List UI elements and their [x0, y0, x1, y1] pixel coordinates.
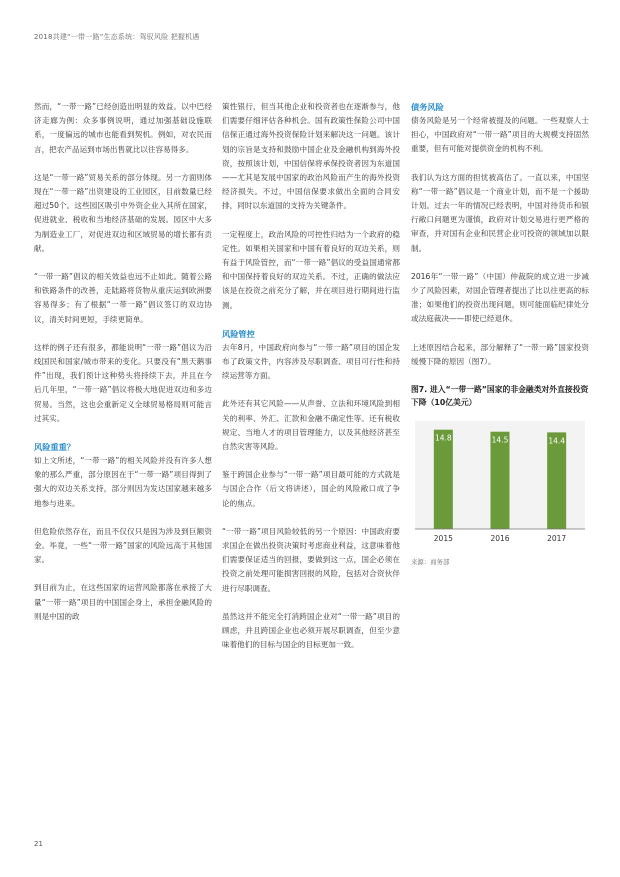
paragraph: 一定程度上，政治风险的可控性归结为一个政府的稳定性。如果相关国家和中国有着良好的双边关系，则有益于风险管控，而“一带一路”倡议的受益国通常都和中国保持着良好的双边关系。不过，正确的做法应该是在投资之前充分了解，并在项目进行期间进行监测。: [222, 229, 400, 310]
paragraph: 此外还有其它风险——从声誉、立法和环境风险到相关的利率、外汇、汇款和金融不确定性等。还有税收规定、当地人才的项目管理能力，以及其他经济甚至自然灾害等风险。: [222, 399, 400, 452]
paragraph: “一带一路”项目风险较低的另一个原因：中国政府要求国企在做出投资决策时考虑商业利益，这意味着他们需要保证适当的回报，要做到这一点，国企必须在投资之前处理可能损害回报的风险，包括对合资伙伴进行尽职调查。: [222, 526, 400, 593]
paragraph: 如上文所述，“一带一路”的相关风险并没有许多人想象的那么严重，部分原因在于“一带一路”项目得到了强大的双边关系支持，部分则因为发达国家越来越多地参与进来。: [34, 456, 212, 508]
figure-title: 图7. 进入“一带一路”国家的非金融类对外直接投资下降（10亿美元）: [411, 385, 589, 408]
paragraph: 但危险依然存在，而且不仅仅只是因为涉及到巨额资金。毕竟，一些“一带一路”国家的风险远高于其他国家。: [34, 526, 212, 565]
section-heading: 风险重重？: [34, 442, 75, 453]
figure-source: 来源：商务部: [411, 558, 450, 567]
bar-chart: [411, 417, 589, 549]
paragraph: 然而，“一带一路”已经创造出明显的效益。以中巴经济走廊为例：众多事例说明，通过加强基础设施联系，一度偏远的城市也能看到契机。例如，对农民而言，把农产品运到市场出售就比以往容易得多。: [34, 102, 212, 154]
figure-7: [411, 383, 589, 569]
bar-2016: [491, 432, 510, 529]
running-header: 2018共建“一带一路”生态系统：驾驭风险 把握机遇: [34, 33, 200, 41]
paragraph: 去年8月，中国政府向参与“一带一路”项目的国企发布了政策文件，内容涉及尽职调查、项目可行性和持续运营等方面。: [222, 342, 400, 381]
bar-2017: [547, 432, 566, 529]
bar-2015: [434, 430, 453, 529]
paragraph: “一带一路”倡议的相关效益也远不止如此。随着公路和铁路条件的改善，走陆路将货物从重庆运到欧洲要容易得多；有了根据“一带一路”倡议签订的双边协议，清关时间更短，手续更简单。: [34, 272, 212, 324]
x-tick-label-2016: 2016: [490, 534, 510, 544]
section-heading: 风险管控: [222, 328, 255, 339]
paragraph: 我们认为这方面的担忧被高估了。一直以来，中国坚称“一带一路”倡议是一个商业计划，而不是一个援助计划。过去一年的情况已经表明，中国对待货币和银行敞口问题更为谨慎，政府对计划交易进行更严格的审查，并对国有企业和民营企业可投资的领域加以限制。: [411, 172, 589, 253]
paragraph: 2016年“一带一路”（中国）仲裁院的成立进一步减少了风险因素，对国企管理者提出了比以往更高的标准；如果他们的投资出现问题，则可能面临纪律处分或法庭裁决——即使已经退休。: [411, 271, 589, 324]
paragraph: 这是“一带一路”贸易关系的部分体现。另一方面则体现在“一带一路”出资建设的工业园区，目前数量已经超过50个。这些园区吸引中外资企业入其所在国家，促进就业、税收和当地经济基础的发展。园区中大多为制造业工厂，对促进双边和区域贸易的增长都有贡献。: [34, 172, 212, 253]
paragraph: 鉴于跨国企业参与“一带一路”项目最可能的方式就是与国企合作（后文将讲述），国企的风险敞口成了争论的焦点。: [222, 470, 400, 508]
section-heading: 债务风险: [411, 102, 444, 112]
paragraph: 虽然这并不能完全打消跨国企业对“一带一路”项目的顾虑，并且跨国企业也必须开展尽职调查，但至少意味着他们的目标与国企的目标更加一致。: [222, 611, 400, 650]
data-label-2016: 14.5: [491, 435, 509, 445]
paragraph: 债务风险是另一个经常被提及的问题。一些观察人士担心，中国政府对“一带一路”项目的大规模支持固然重要，但有可能对提供资金的机构不利。: [411, 116, 589, 154]
page-number: 21: [34, 840, 43, 848]
data-label-2015: 14.8: [434, 433, 452, 443]
text-column-3: [411, 100, 589, 569]
text-column-1: [34, 100, 212, 638]
data-label-2017: 14.4: [548, 436, 566, 446]
x-tick-label-2017: 2017: [547, 534, 567, 544]
column-3-body: [411, 100, 589, 369]
paragraph: 到目前为止，在这些国家的运营风险都落在承接了大量“一带一路”项目的中国国企身上，承担金融风险的则是中国的政: [34, 583, 212, 621]
paragraph: 这样的例子还有很多，都能说明“一带一路”倡议为沿线国民和国家/城市带来的变化。只要没有“黑天鹅事件”出现，我们预计这种势头将持续下去，并且在今后几年里，“一带一路”倡议将极大地促进双边和多边贸易。当然，这也会重新定义全球贸易格局则可能言过其实。: [34, 342, 212, 423]
paragraph: 策性银行，但当其他企业和投资者也在逐渐参与，他们需要仔细评估各种机会。国有政策性保险公司中国信保正通过海外投资保险计划来解决这一问题。该计划的宗旨是支持和鼓励中国企业及金融机构到海外投资，按照该计划，中国信保将承保投资者因为东道国——尤其是发展中国家的政治风险而产生的海外投资经济损失。不过，中国信保要求做出全面的合同安排，同时以东道国的支持为关键条件。: [222, 102, 400, 211]
x-tick-label-2015: 2015: [433, 534, 453, 544]
paragraph: 上述原因结合起来，部分解释了“一带一路”国家投资缓慢下降的原因（图7）。: [411, 342, 589, 366]
chart-container: [411, 417, 589, 549]
text-column-2: [222, 100, 400, 667]
